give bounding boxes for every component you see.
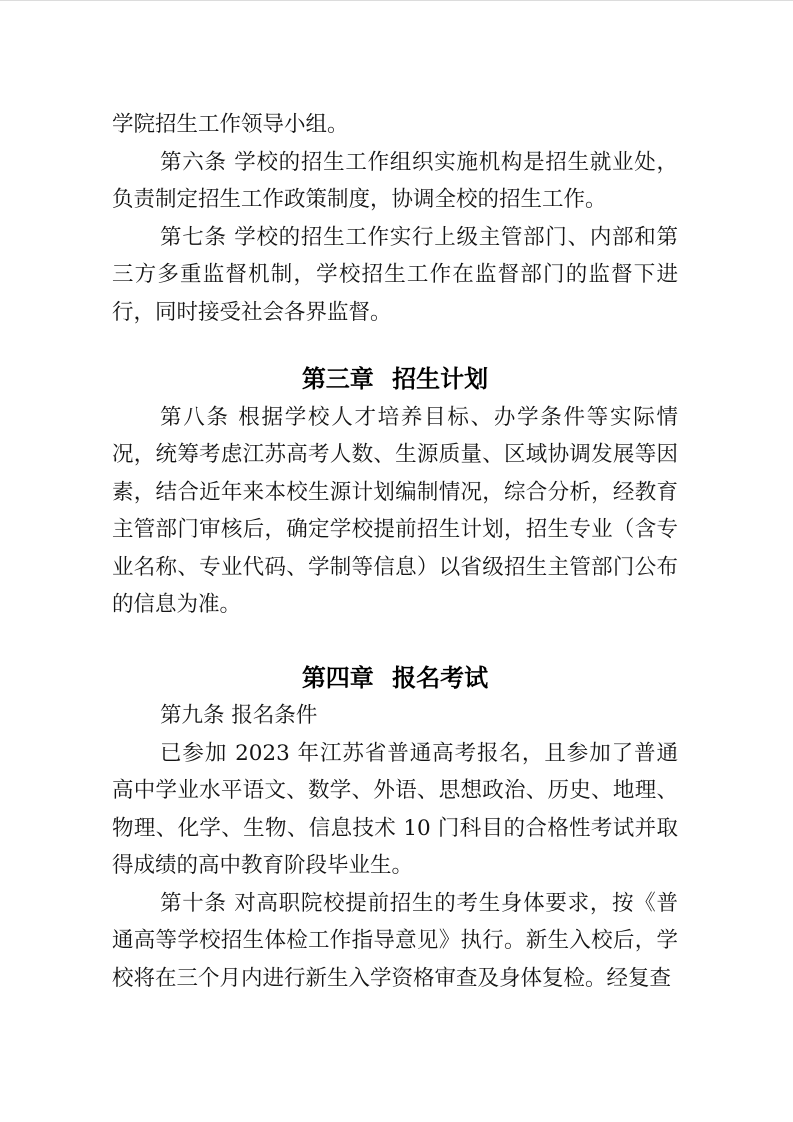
paragraph-article-7: 第七条 学校的招生工作实行上级主管部门、内部和第三方多重监督机制，学校招生工作在监督部门的监督下进行，同时接受社会各界监督。 (112, 224, 678, 325)
paragraph-article-9-conditions: 已参加 2023 年江苏省普通高考报名，且参加了普通高中学业水平语文、数学、外语、思想政治、历史、地理、物理、化学、生物、信息技术 10 门科目的合格性考试并取得成绩的高中教育阶段毕业生。 (112, 740, 678, 878)
paragraph-article-8: 第八条 根据学校人才培养目标、办学条件等实际情况，统筹考虑江苏高考人数、生源质量、区域协调发展等因素，结合近年来本校生源计划编制情况，综合分析，经教育主管部门审核后，确定学校提前招生计划，招生专业（含专业名称、专业代码、学制等信息）以省级招生主管部门公布的信息为准。 (112, 404, 678, 617)
paragraph-continuation: 学院招生工作领导小组。 (112, 112, 349, 137)
chapter-heading-4: 第四章 报名考试 (301, 663, 489, 692)
chapter-heading-3: 第三章 招生计划 (301, 365, 489, 393)
document-text-block (112, 106, 678, 997)
paragraph-article-10: 第十条 对高职院校提前招生的考生身体要求，按《普通高等学校招生体检工作指导意见》执行。新生入校后，学校将在三个月内进行新生入学资格审查及身体复检。经复查 (112, 890, 678, 991)
paragraph-article-9: 第九条 报名条件 (160, 703, 318, 728)
paragraph-article-6: 第六条 学校的招生工作组织实施机构是招生就业处，负责制定招生工作政策制度，协调全校的招生工作。 (112, 149, 678, 212)
